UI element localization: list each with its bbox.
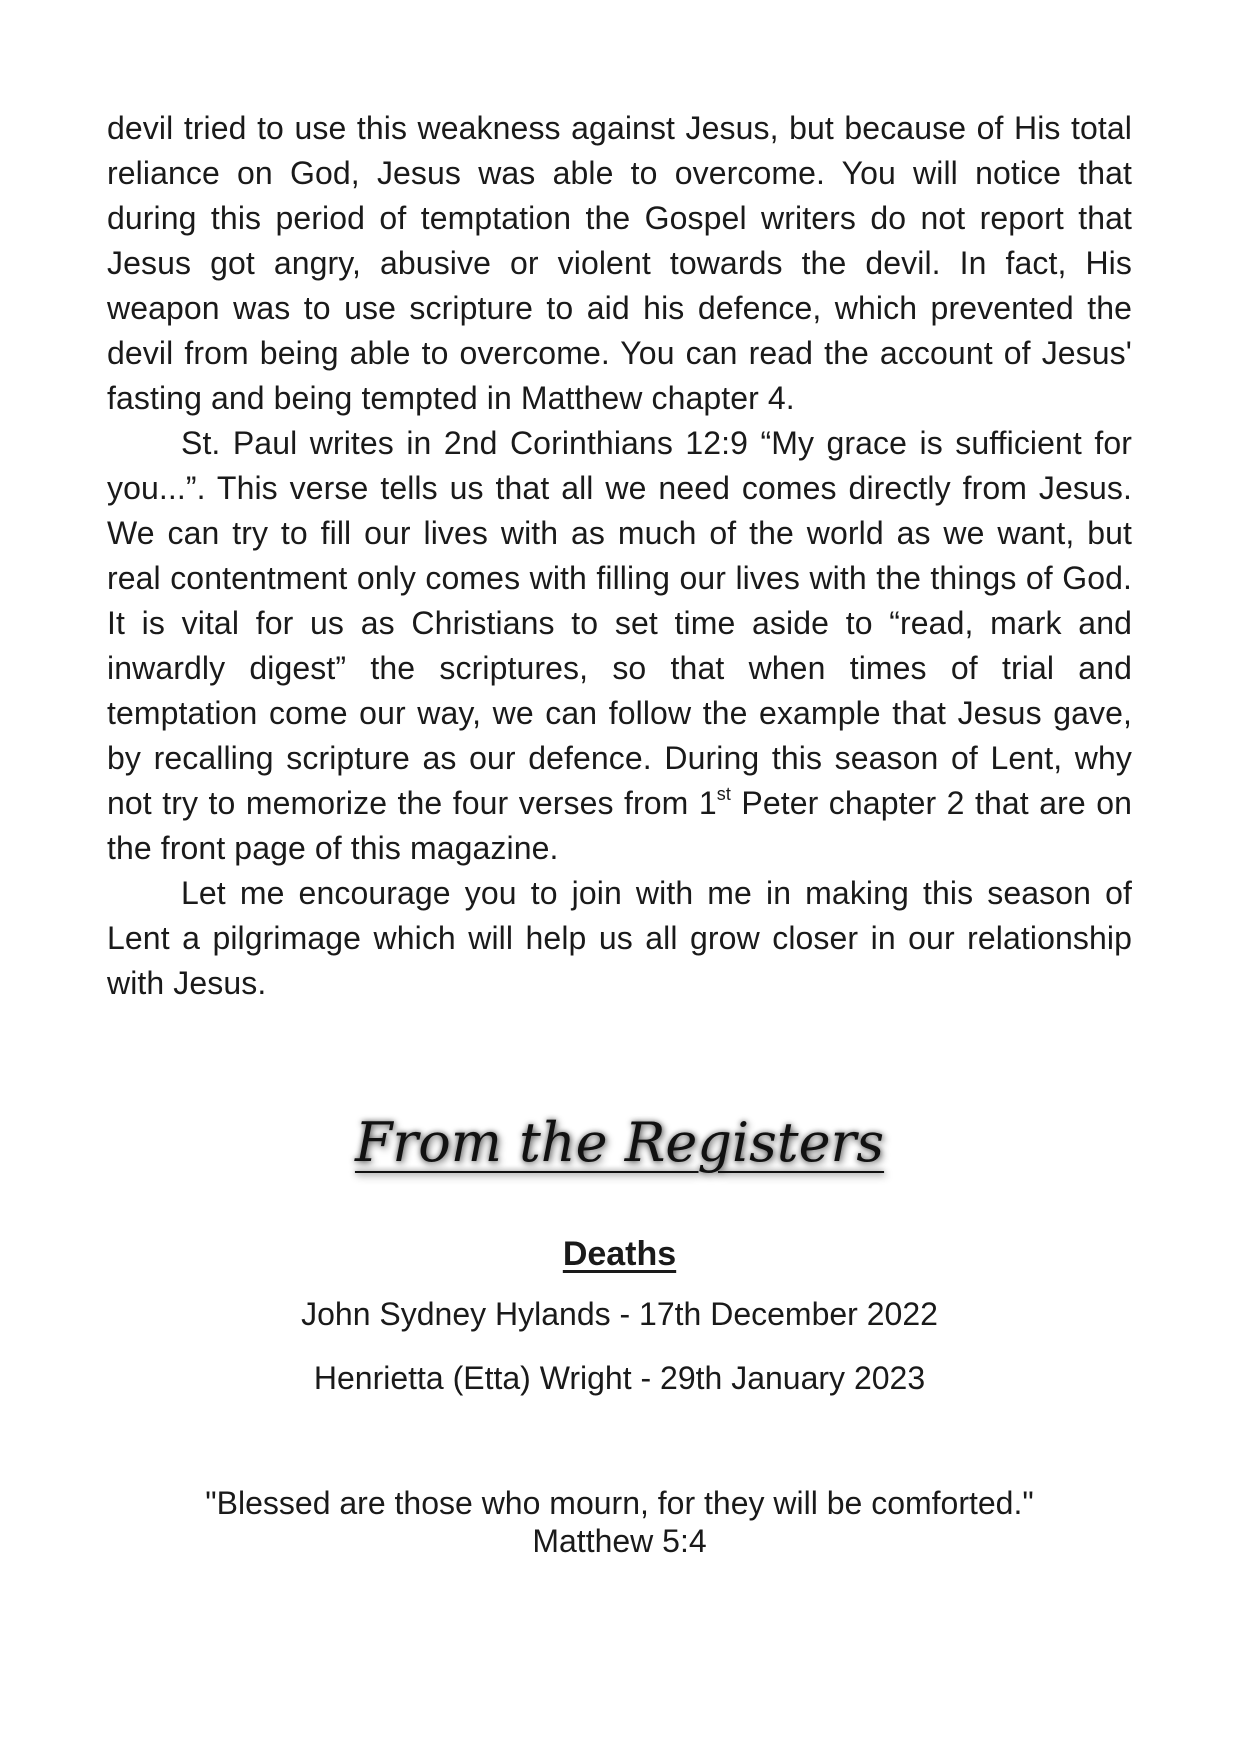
article-body (107, 106, 1132, 1006)
article-paragraph-3: Let me encourage you to join with me in making this season of Lent a pilgrimage which will help us all grow closer in our relationship with Jesus. (107, 875, 1132, 1001)
bible-quote (0, 1484, 1239, 1560)
deaths-heading-text: Deaths (562, 1235, 677, 1273)
quote-reference: Matthew 5:4 (532, 1523, 707, 1559)
quote-text: "Blessed are those who mourn, for they will be comforted." (205, 1485, 1034, 1521)
article-paragraph-2 (107, 421, 1132, 871)
article-paragraph-2-text-end: Peter chapter 2 that are on the front page of this magazine. (107, 785, 1132, 866)
deaths-heading (0, 1232, 1239, 1276)
article-paragraph-1: devil tried to use this weakness against Jesus, but because of His total reliance on God, Jesus was able to overcome. You will notice that during this period of temptation the Gospel writers do not report that Jesus got angry, abusive or violent towards the devil. In fact, His weapon was to use scripture to aid his defence, which prevented the devil from being able to overcome. You can read the account of Jesus' fasting and being tempted in Matthew chapter 4. (107, 110, 1132, 416)
ordinal-suffix: st (716, 784, 731, 804)
registers-title (0, 1108, 1239, 1178)
register-entry: Henrietta (Etta) Wright - 29th January 2023 (313, 1360, 926, 1396)
register-entry: John Sydney Hylands - 17th December 2022 (301, 1296, 938, 1332)
article-paragraph-2-text: St. Paul writes in 2nd Corinthians 12:9 “My grace is sufficient for you...”. This verse tells us that all we need comes directly from Jesus. We can try to fill our lives with as much of the world as we want, but real contentment only comes with filling our lives with the things of God. It is vital for us as Christians to set time aside to “read, mark and inwardly digest” the scriptures, so that when times of trial and temptation come our way, we can follow the example that Jesus gave, by recalling scripture as our defence. During this season of Lent, why not try to memorize the four verses from 1 (107, 425, 1132, 821)
registers-title-text: From the Registers (354, 1111, 885, 1174)
